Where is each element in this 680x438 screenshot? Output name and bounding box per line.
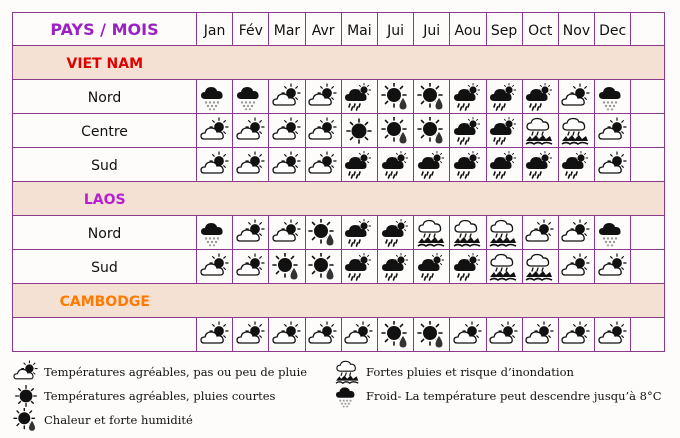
- weather-cell: [595, 80, 631, 114]
- weather-cell: [558, 216, 594, 250]
- weather-cell: [305, 250, 341, 284]
- region-row: [13, 216, 665, 250]
- snow-cloud-icon: [334, 384, 362, 408]
- rain-cloud-icon: [380, 219, 412, 247]
- empty-cell: [631, 13, 665, 46]
- month-cell: [558, 13, 594, 46]
- cloud-sun-icon: [307, 321, 339, 349]
- month-label: Jui: [423, 22, 441, 39]
- weather-cell: [522, 318, 558, 352]
- region-row: [13, 80, 665, 114]
- weather-cell: [522, 250, 558, 284]
- sun-drop-icon: [12, 408, 40, 432]
- rain-cloud-icon: [488, 83, 520, 111]
- cloud-sun-icon: [560, 219, 592, 247]
- weather-cell: [269, 114, 305, 148]
- weather-cell: [558, 148, 594, 182]
- empty-cell: [631, 318, 665, 352]
- weather-cell: [233, 216, 269, 250]
- cloud-sun-icon: [199, 321, 231, 349]
- month-cell: [486, 13, 522, 46]
- weather-cell: [595, 114, 631, 148]
- weather-cell: [269, 216, 305, 250]
- rain-cloud-icon: [380, 151, 412, 179]
- weather-cell: [305, 114, 341, 148]
- weather-cell: [414, 250, 450, 284]
- month-cell: [269, 13, 305, 46]
- weather-cell: [450, 80, 486, 114]
- weather-cell: [233, 114, 269, 148]
- cloud-sun-icon: [597, 117, 629, 145]
- rain-cloud-icon: [488, 117, 520, 145]
- month-label: Sep: [490, 22, 518, 39]
- weather-cell: [414, 216, 450, 250]
- weather-cell: [305, 216, 341, 250]
- country-cell: [13, 182, 197, 216]
- weather-cell: [595, 250, 631, 284]
- cloud-sun-icon: [271, 219, 303, 247]
- weather-cell: [414, 318, 450, 352]
- region-cell: [13, 318, 197, 352]
- legend-label: Froid- La température peut descendre jusqu’à 8°C: [366, 389, 662, 403]
- cloud-sun-icon: [524, 321, 556, 349]
- cloud-sun-icon: [307, 117, 339, 145]
- weather-cell: [595, 216, 631, 250]
- month-label: Mai: [347, 22, 372, 39]
- weather-cell: [305, 318, 341, 352]
- cloud-sun-icon: [235, 321, 267, 349]
- weather-cell: [233, 148, 269, 182]
- weather-cell: [414, 148, 450, 182]
- legend-item-partly: [12, 360, 307, 384]
- weather-cell: [377, 318, 413, 352]
- weather-cell: [414, 114, 450, 148]
- flood-icon: [334, 360, 362, 384]
- month-label: Jan: [203, 22, 226, 39]
- cloud-sun-icon: [343, 321, 375, 349]
- rain-cloud-icon: [343, 219, 375, 247]
- cloud-sun-icon: [199, 117, 231, 145]
- rain-cloud-icon: [343, 83, 375, 111]
- snow-cloud-icon: [235, 83, 267, 111]
- flood-icon: [488, 253, 520, 281]
- country-band: [197, 46, 665, 80]
- legend-label: Fortes pluies et risque d’inondation: [366, 365, 574, 379]
- cloud-sun-icon: [199, 253, 231, 281]
- rain-cloud-icon: [524, 83, 556, 111]
- cloud-sun-icon: [452, 321, 484, 349]
- flood-icon: [560, 117, 592, 145]
- flood-icon: [452, 219, 484, 247]
- weather-cell: [197, 318, 233, 352]
- weather-cell: [522, 114, 558, 148]
- sun-drop-icon: [307, 219, 339, 247]
- month-label: Oct: [528, 22, 553, 39]
- flood-icon: [524, 117, 556, 145]
- month-cell: [414, 13, 450, 46]
- weather-cell: [450, 250, 486, 284]
- sun-drop-icon: [380, 117, 412, 145]
- flood-icon: [416, 219, 448, 247]
- country-cell: [13, 46, 197, 80]
- region-cell: [13, 216, 197, 250]
- weather-cell: [341, 80, 377, 114]
- rain-cloud-icon: [343, 253, 375, 281]
- weather-cell: [341, 216, 377, 250]
- weather-cell: [522, 80, 558, 114]
- weather-cell: [558, 250, 594, 284]
- cloud-sun-icon: [307, 151, 339, 179]
- weather-cell: [522, 148, 558, 182]
- month-label: Avr: [311, 22, 335, 39]
- cloud-sun-icon: [560, 253, 592, 281]
- month-label: Jui: [387, 22, 404, 39]
- header-row: [13, 13, 665, 46]
- legend-label: Températures agréables, pluies courtes: [44, 389, 276, 403]
- weather-cell: [269, 318, 305, 352]
- weather-cell: [558, 318, 594, 352]
- cloud-sun-icon: [271, 117, 303, 145]
- region-row: [13, 114, 665, 148]
- month-cell: [377, 13, 413, 46]
- legend-item-storm: [12, 408, 193, 432]
- cloud-sun-icon: [560, 321, 592, 349]
- weather-cell: [305, 148, 341, 182]
- country-label: LAOS: [83, 192, 126, 208]
- weather-cell: [197, 148, 233, 182]
- weather-cell: [522, 216, 558, 250]
- weather-cell: [341, 148, 377, 182]
- weather-cell: [450, 148, 486, 182]
- weather-cell: [197, 250, 233, 284]
- weather-cell: [486, 318, 522, 352]
- cloud-sun-icon: [524, 219, 556, 247]
- weather-cell: [486, 80, 522, 114]
- weather-cell: [341, 250, 377, 284]
- header-title-cell: [13, 13, 197, 46]
- cloud-sun-icon: [597, 253, 629, 281]
- cloud-sun-icon: [235, 253, 267, 281]
- weather-cell: [558, 80, 594, 114]
- rain-cloud-icon: [452, 83, 484, 111]
- snow-cloud-icon: [597, 83, 629, 111]
- region-cell: [13, 80, 197, 114]
- month-label: Aou: [454, 22, 482, 39]
- month-label: Fév: [238, 22, 263, 39]
- cloud-sun-icon: [271, 321, 303, 349]
- weather-cell: [269, 148, 305, 182]
- cloud-sun-icon: [560, 83, 592, 111]
- cloud-sun-icon: [199, 151, 231, 179]
- sun-icon: [343, 117, 375, 145]
- month-cell: [233, 13, 269, 46]
- climate-grid: [12, 12, 664, 352]
- weather-cell: [595, 318, 631, 352]
- snow-cloud-icon: [199, 83, 231, 111]
- month-cell: [522, 13, 558, 46]
- legend-label: Chaleur et forte humidité: [44, 413, 193, 427]
- rain-cloud-icon: [452, 117, 484, 145]
- rain-cloud-icon: [416, 151, 448, 179]
- weather-cell: [486, 114, 522, 148]
- weather-cell: [197, 80, 233, 114]
- month-cell: [450, 13, 486, 46]
- country-label: CAMBODGE: [59, 294, 150, 310]
- country-cell: [13, 284, 197, 318]
- rain-cloud-icon: [380, 253, 412, 281]
- weather-cell: [269, 250, 305, 284]
- month-cell: [595, 13, 631, 46]
- rain-cloud-icon: [488, 151, 520, 179]
- legend-item-flood: [334, 360, 574, 384]
- sun-drop-icon: [416, 321, 448, 349]
- weather-cell: [305, 80, 341, 114]
- cloud-sun-icon: [597, 151, 629, 179]
- cloud-sun-icon: [488, 321, 520, 349]
- country-band: [197, 182, 665, 216]
- weather-cell: [197, 114, 233, 148]
- rain-cloud-icon: [452, 253, 484, 281]
- weather-cell: [377, 250, 413, 284]
- region-cell: [13, 250, 197, 284]
- region-cell: [13, 148, 197, 182]
- weather-cell: [450, 216, 486, 250]
- climate-table: [12, 12, 665, 352]
- rain-cloud-icon: [416, 253, 448, 281]
- empty-cell: [631, 114, 665, 148]
- flood-icon: [524, 253, 556, 281]
- weather-cell: [450, 114, 486, 148]
- empty-cell: [631, 216, 665, 250]
- rain-cloud-icon: [343, 151, 375, 179]
- month-cell: [341, 13, 377, 46]
- weather-cell: [414, 80, 450, 114]
- sun-icon: [12, 384, 40, 408]
- month-label: Dec: [599, 22, 627, 39]
- sun-drop-icon: [380, 321, 412, 349]
- weather-cell: [377, 148, 413, 182]
- region-cell: [13, 114, 197, 148]
- month-label: Nov: [562, 22, 591, 39]
- weather-cell: [558, 114, 594, 148]
- region-label: Nord: [87, 90, 122, 106]
- month-cell: [305, 13, 341, 46]
- empty-cell: [631, 250, 665, 284]
- sun-drop-icon: [380, 83, 412, 111]
- region-label: Sud: [91, 158, 118, 174]
- weather-cell: [377, 216, 413, 250]
- flood-icon: [488, 219, 520, 247]
- region-label: Sud: [91, 260, 118, 276]
- cloud-sun-icon: [235, 117, 267, 145]
- sun-drop-icon: [271, 253, 303, 281]
- weather-cell: [377, 114, 413, 148]
- snow-cloud-icon: [597, 219, 629, 247]
- legend-item-sun: [12, 384, 275, 408]
- cloud-sun-icon: [271, 151, 303, 179]
- region-label: Centre: [81, 124, 128, 140]
- cloud-sun-icon: [12, 360, 40, 384]
- cloud-sun-icon: [235, 219, 267, 247]
- country-band: [197, 284, 665, 318]
- legend: [12, 358, 672, 436]
- weather-cell: [450, 318, 486, 352]
- weather-cell: [341, 114, 377, 148]
- header-title: PAYS / MOIS: [50, 19, 159, 39]
- country-label: VIET NAM: [66, 56, 143, 72]
- weather-cell: [269, 80, 305, 114]
- region-row: [13, 148, 665, 182]
- sun-drop-icon: [307, 253, 339, 281]
- rain-cloud-icon: [560, 151, 592, 179]
- sun-drop-icon: [416, 117, 448, 145]
- weather-cell: [595, 148, 631, 182]
- weather-cell: [486, 148, 522, 182]
- snow-cloud-icon: [199, 219, 231, 247]
- weather-cell: [233, 80, 269, 114]
- month-cell: [197, 13, 233, 46]
- region-row: [13, 250, 665, 284]
- empty-cell: [631, 148, 665, 182]
- empty-cell: [631, 80, 665, 114]
- weather-cell: [233, 318, 269, 352]
- weather-cell: [233, 250, 269, 284]
- region-label: Nord: [87, 226, 122, 242]
- cloud-sun-icon: [597, 321, 629, 349]
- month-label: Mar: [273, 22, 301, 39]
- country-row: [13, 46, 665, 80]
- region-row: [13, 318, 665, 352]
- weather-cell: [377, 80, 413, 114]
- weather-cell: [486, 216, 522, 250]
- weather-cell: [197, 216, 233, 250]
- legend-item-cold: [334, 384, 662, 408]
- weather-cell: [341, 318, 377, 352]
- cloud-sun-icon: [235, 151, 267, 179]
- rain-cloud-icon: [524, 151, 556, 179]
- weather-cell: [486, 250, 522, 284]
- cloud-sun-icon: [271, 83, 303, 111]
- cloud-sun-icon: [307, 83, 339, 111]
- sun-drop-icon: [416, 83, 448, 111]
- legend-label: Températures agréables, pas ou peu de pluie: [44, 365, 308, 379]
- country-row: [13, 182, 665, 216]
- rain-cloud-icon: [452, 151, 484, 179]
- country-row: [13, 284, 665, 318]
